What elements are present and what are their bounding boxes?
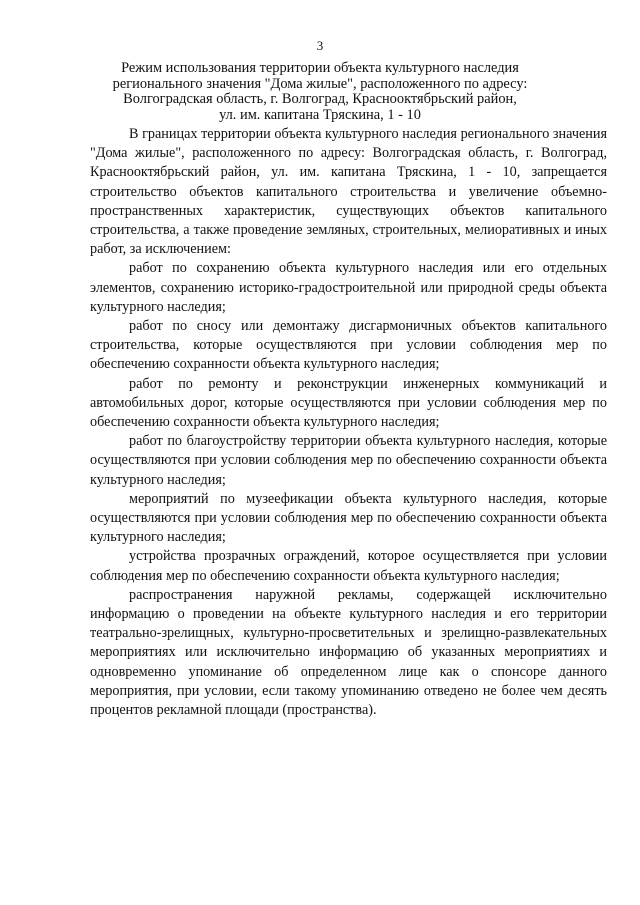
exception-item: устройства прозрачных ограждений, которое осуществляется при условии соблюдения мер по обеспечению сохранности объекта культурного наследия; <box>90 548 607 584</box>
exception-item: распространения наружной рекламы, содержащей исключительно информацию о проведении на объекте культурного наследия и его территории театрально-зрелищных, культурно-просветительных и зрелищно-развлекательных мероприятиях или исключительно информацию об указанных мероприятиях и одновременно упоминание об определенном лице как о спонсоре данного мероприятия, при условии, если такому упоминанию отведено не более чем десять процентов рекламной площади (пространства). <box>90 586 607 719</box>
page-number: 3 <box>316 38 324 53</box>
title-line: Режим использования территории объекта культурного наследия <box>121 60 519 76</box>
exception-item: работ по ремонту и реконструкции инженерных коммуникаций и автомобильных дорог, которые осуществляются при условии соблюдения мер по обеспечению сохранности объекта культурного наследия; <box>90 375 607 431</box>
title-line: регионального значения "Дома жилые", расположенного по адресу: <box>112 75 528 92</box>
document-title <box>110 61 530 123</box>
title-line: ул. им. капитана Тряскина, 1 - 10 <box>219 106 421 123</box>
exception-item: работ по сносу или демонтажу дисгармоничных объектов капитального строительства, которые осуществляются при условии соблюдения мер по обеспечению сохранности объекта культурного наследия; <box>90 318 607 373</box>
exception-item: работ по благоустройству территории объекта культурного наследия, которые осуществляются при условии соблюдения мер по обеспечению сохранности объекта культурного наследия; <box>90 433 607 488</box>
title-line: Волгоградская область, г. Волгоград, Краснооктябрьский район, <box>123 91 517 107</box>
document-body <box>90 125 607 720</box>
exception-item: работ по сохранению объекта культурного наследия или его отдельных элементов, сохранению историко-градостроительной или природной среды объекта культурного наследия; <box>90 260 607 315</box>
intro-paragraph: В границах территории объекта культурного наследия регионального значения "Дома жилые", расположенного по адресу: Волгоградская область, г. Волгоград, Краснооктябрьский район, ул. им. капитана Тряскина, 1 - 10, запрещается строительство объектов капитального строительства и увеличение объемно-пространственных характеристик, существующих объектов капитального строительства, а также проведение земляных, строительных, мелиоративных и иных работ, за исключением: <box>90 126 607 258</box>
exception-item: мероприятий по музеефикации объекта культурного наследия, которые осуществляются при условии соблюдения мер по обеспечению сохранности объекта культурного наследия; <box>90 490 607 546</box>
